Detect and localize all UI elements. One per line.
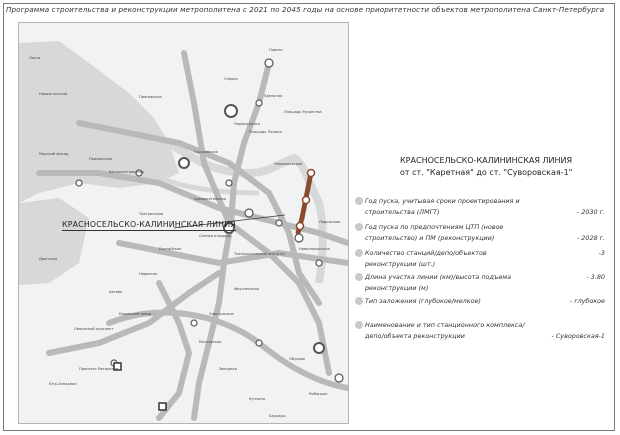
info-item-text: Длина участка линии (км)/высота подъема реконструкции (м) xyxy=(365,273,512,292)
bullet-icon xyxy=(355,273,363,281)
info-item-value: - глубокое xyxy=(569,297,605,305)
station-label: Черная речка xyxy=(234,122,260,126)
line-label: КРАСНОСЕЛЬСКО-КАЛИНИНСКАЯ ЛИНИЯ xyxy=(62,220,236,229)
station-label: Сенная площадь xyxy=(199,234,231,238)
info-item-text: Тип заложения (глубокое/мелкое) xyxy=(365,297,481,305)
station-label: Проспект Ветеранов xyxy=(79,367,119,371)
info-item-value: - Суворовская-1 xyxy=(551,332,605,340)
station-label: Московская xyxy=(199,340,222,344)
highlight-station-middle xyxy=(303,197,310,204)
station-label: Купчино xyxy=(249,397,266,401)
info-item-text: Количество станций/депо/объектов реконструкции (шт.) xyxy=(365,249,487,268)
info-item-text: Год пуска по предпочтениям ЦТП (новое строительство) и ПМ (реконструкции) xyxy=(365,223,504,242)
bullet-icon xyxy=(355,197,363,205)
depot-marker xyxy=(159,403,166,410)
station-label: Двинская xyxy=(39,257,58,261)
station-label: Горьковская xyxy=(194,150,218,154)
bullet-icon xyxy=(355,321,363,329)
station-label: Звездная xyxy=(219,367,237,371)
station-marker xyxy=(226,180,232,186)
info-title xyxy=(400,155,573,179)
station-label: Ленинский проспект xyxy=(74,327,114,331)
station-label: Юго-Западная xyxy=(49,382,77,386)
station-label: Площадь Мужества xyxy=(284,110,322,114)
station-marker xyxy=(76,180,82,186)
info-title-line2: от ст. "Каретная" до ст. "Суворовская-1" xyxy=(400,168,573,177)
station-label: Площадь Ленина xyxy=(249,130,282,134)
bullet-icon xyxy=(355,297,363,305)
station-marker xyxy=(191,320,197,326)
station-marker xyxy=(179,158,189,168)
station-label: Василеостровская xyxy=(109,170,144,174)
station-marker xyxy=(314,343,324,353)
station-marker xyxy=(316,260,322,266)
info-title-line1: КРАСНОСЕЛЬСКО-КАЛИНИНСКАЯ ЛИНИЯ xyxy=(400,156,573,165)
station-label: Морской фасад xyxy=(39,152,69,156)
highlight-station-karetnaya xyxy=(308,170,315,177)
gulf-water-lower xyxy=(19,198,89,285)
bullet-icon xyxy=(355,249,363,257)
info-item xyxy=(355,222,605,244)
station-label: Балтийская xyxy=(159,247,182,251)
station-marker xyxy=(276,220,282,226)
station-label: Новочеркасская xyxy=(299,247,330,251)
info-item-value: -3 xyxy=(598,249,605,257)
station-marker xyxy=(256,340,262,346)
station-marker xyxy=(225,105,237,117)
bullet-icon xyxy=(355,223,363,231)
station-marker xyxy=(265,59,273,67)
station-label: Ладожская xyxy=(319,220,341,224)
info-item-text: Наименование и тип станционного комплекса/депо/объекта реконструкции xyxy=(365,321,525,340)
station-marker xyxy=(245,209,253,217)
station-label: Обухово xyxy=(289,357,305,361)
station-label: Парнас xyxy=(269,48,283,52)
info-item-value: - 2028 г. xyxy=(576,234,605,242)
gulf-water xyxy=(19,41,179,203)
info-item-text: Год пуска, учитывая сроки проектирования и строительства (ЛМГТ) xyxy=(365,197,520,216)
station-marker xyxy=(295,234,303,242)
station-label: Нарвская xyxy=(139,272,157,276)
info-item xyxy=(355,272,605,294)
station-label: Новоэстонская xyxy=(39,92,68,96)
info-item-value: - 2030 г. xyxy=(576,208,605,216)
station-label: Адмиралтейская xyxy=(194,197,226,201)
station-label: Рыбацкое xyxy=(309,392,328,396)
highlight-station-suvorovskaya xyxy=(297,223,304,230)
station-label: Пионерская xyxy=(139,95,162,99)
station-label: Удельная xyxy=(264,94,283,98)
station-label: Приморская xyxy=(89,157,113,161)
page-header: Программа строительства и реконструкции метрополитена с 2021 по 2045 годы на основе приоритетности объектов метрополитена Санкт-Петербурга xyxy=(6,5,605,14)
station-label: Шушары xyxy=(269,414,286,418)
station-label: Кировский завод xyxy=(119,312,152,316)
station-label: Автово xyxy=(109,290,123,294)
station-label: Лахта xyxy=(29,56,41,60)
info-item xyxy=(355,296,605,308)
info-item-value: - 3.80 xyxy=(586,273,605,281)
station-marker xyxy=(335,374,343,382)
station-label: Фрунзенская xyxy=(234,287,259,291)
station-label: Электросила xyxy=(209,312,234,316)
info-item xyxy=(355,196,605,218)
station-label: Озерки xyxy=(224,77,238,81)
station-marker xyxy=(256,100,262,106)
station-label: Театральная xyxy=(139,212,164,216)
info-item xyxy=(355,320,605,342)
station-label: Чернышевская xyxy=(274,162,303,166)
station-label: Технологический институт xyxy=(234,252,286,256)
info-item xyxy=(355,248,605,270)
